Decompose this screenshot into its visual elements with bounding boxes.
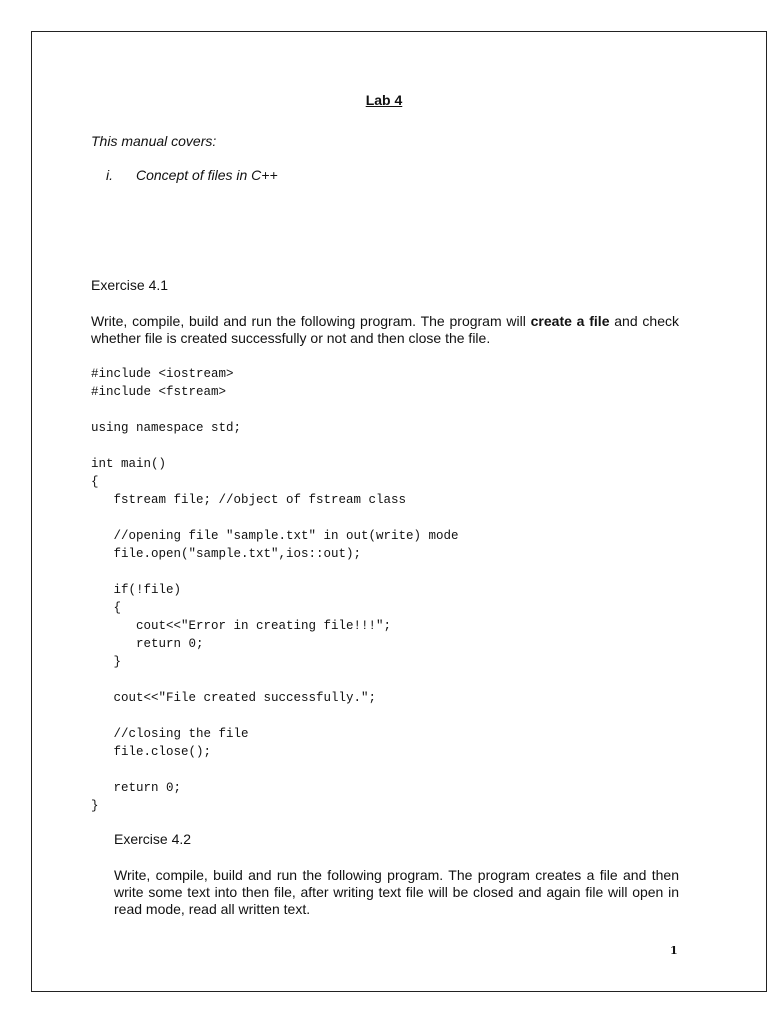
code-line: file.open("sample.txt",ios::out); [91, 547, 362, 561]
code-line [91, 707, 459, 725]
code-line: return 0; [91, 781, 182, 795]
code-line: cout<<"Error in creating file!!!"; [91, 619, 392, 633]
exercise-2-heading: Exercise 4.2 [114, 831, 192, 847]
code-line: file.close(); [91, 745, 212, 759]
code-line: using namespace std; [91, 421, 242, 435]
code-line: } [91, 799, 99, 813]
code-line [91, 671, 459, 689]
code-line: cout<<"File created successfully."; [91, 691, 377, 705]
code-line: //closing the file [91, 727, 249, 741]
code-line [91, 509, 459, 527]
page-number: 1 [670, 944, 678, 957]
exercise-1-description-bold: create a file [530, 313, 610, 329]
code-line: int main() [91, 457, 167, 471]
exercise-1-heading: Exercise 4.1 [91, 277, 169, 293]
code-line: fstream file; //object of fstream class [91, 493, 407, 507]
code-line [91, 761, 459, 779]
code-line: return 0; [91, 637, 204, 651]
page-title: Lab 4 [365, 92, 403, 108]
intro-text: This manual covers: [91, 133, 217, 149]
exercise-1-description-part1: Write, compile, build and run the following program. The program will [91, 313, 531, 329]
code-line: //opening file "sample.txt" in out(write) mode [91, 529, 459, 543]
code-line: { [91, 475, 99, 489]
code-line [91, 563, 459, 581]
code-line: } [91, 655, 122, 669]
code-line [91, 401, 459, 419]
topic-item: Concept of files in C++ [136, 167, 278, 183]
exercise-2-description: Write, compile, build and run the following program. The program creates a file and then write some text into then file, after writing text file will be closed and again file will open in read mode, read all written text. [114, 867, 679, 917]
code-line: #include <iostream> [91, 367, 234, 381]
code-block [91, 365, 459, 815]
code-line: if(!file) [91, 583, 182, 597]
code-line [91, 437, 459, 455]
topic-marker: i. [106, 167, 113, 183]
exercise-1-description-part2: and check whether file is created successfully or not and then close the file. [91, 313, 679, 346]
code-line: #include <fstream> [91, 385, 227, 399]
code-line: { [91, 601, 122, 615]
exercise-1-description [91, 313, 679, 347]
